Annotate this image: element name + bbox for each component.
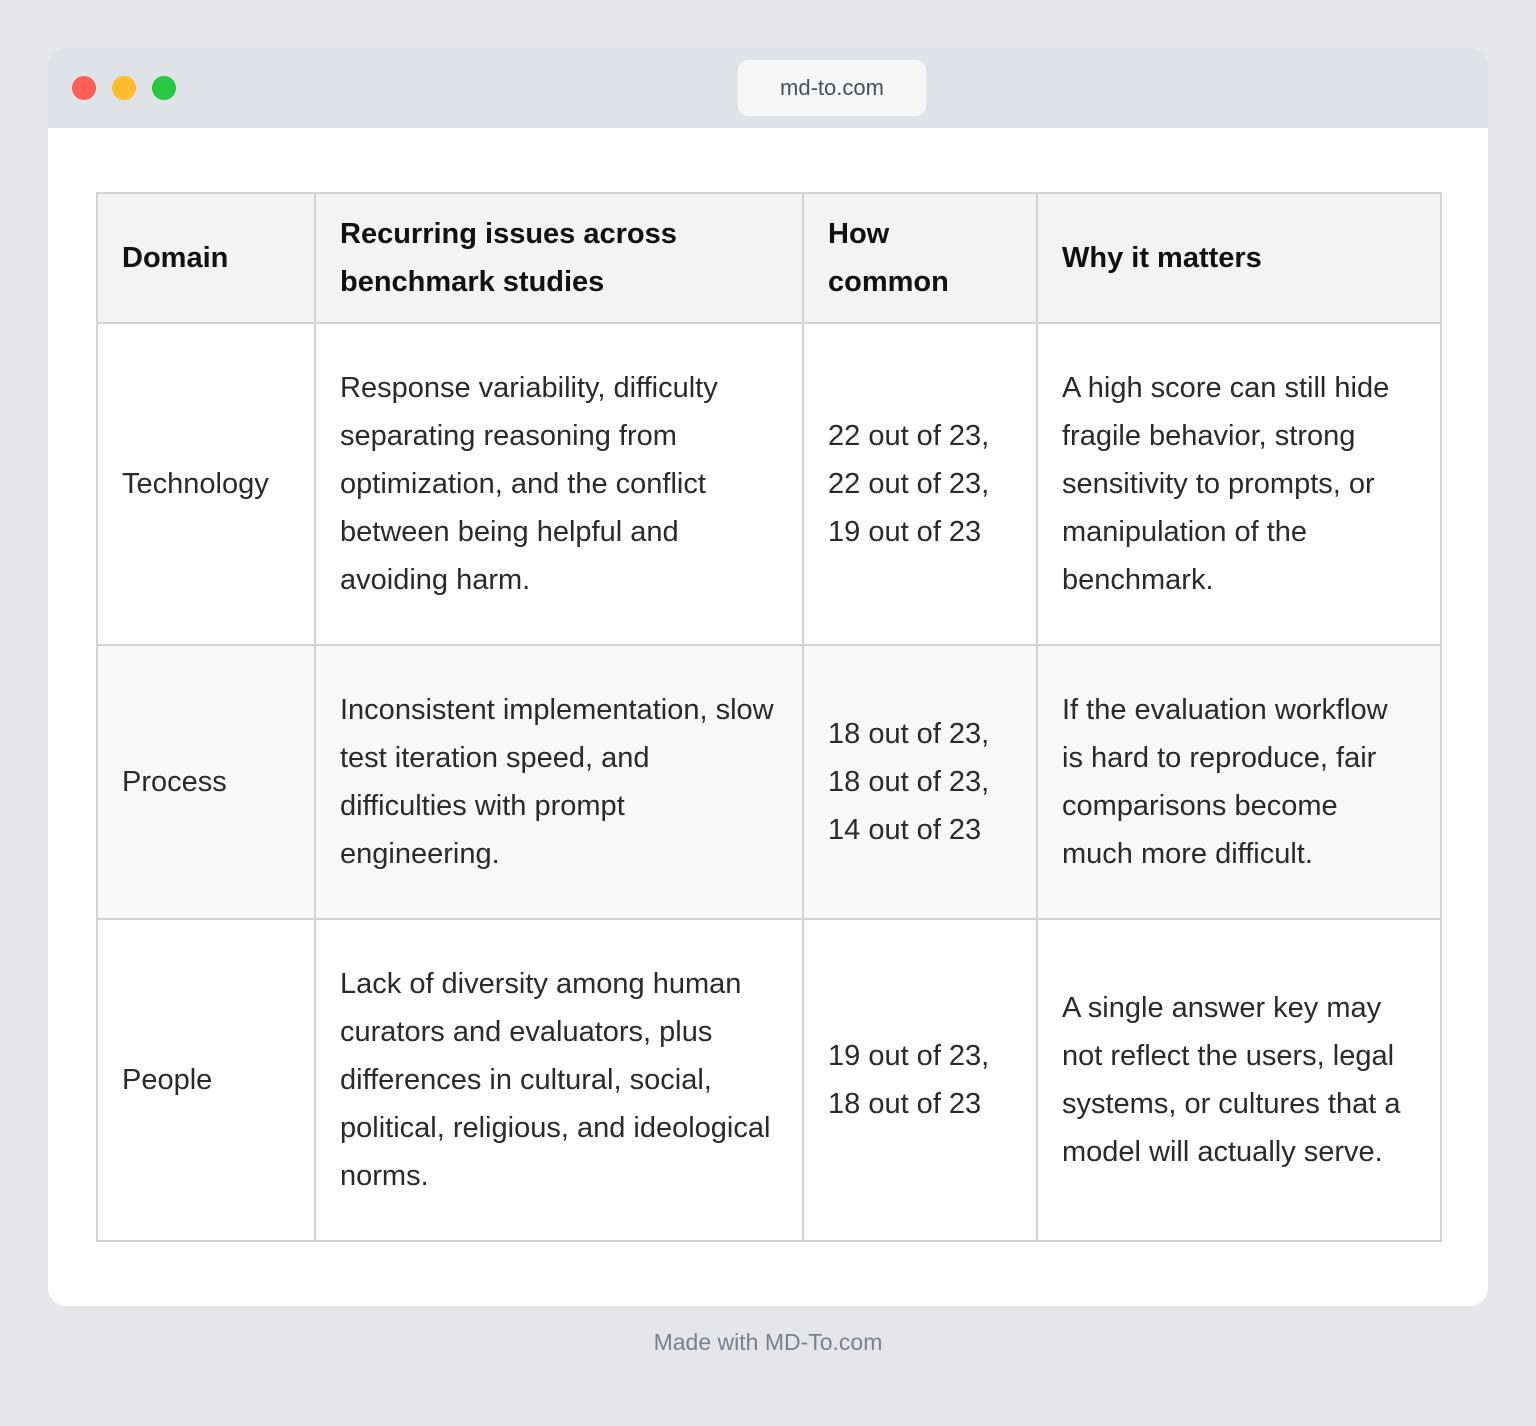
close-window-button[interactable] bbox=[72, 76, 96, 100]
cell-domain: People bbox=[97, 919, 315, 1241]
footer-credit: Made with MD-To.com bbox=[653, 1329, 883, 1355]
cell-issues: Lack of diversity among human curators and evaluators, plus differences in cultural, social, political, religious, and ideological norms. bbox=[315, 919, 803, 1241]
header-why-it-matters: Why it matters bbox=[1037, 193, 1441, 323]
table-header-row bbox=[97, 193, 1441, 323]
benchmark-issues-table bbox=[96, 192, 1442, 1242]
cell-why: A single answer key may not reflect the users, legal systems, or cultures that a model will actually serve. bbox=[1037, 919, 1441, 1241]
table-row bbox=[97, 323, 1441, 645]
minimize-window-button[interactable] bbox=[112, 76, 136, 100]
table-row bbox=[97, 645, 1441, 919]
cell-domain: Process bbox=[97, 645, 315, 919]
cell-why: A high score can still hide fragile behavior, strong sensitivity to prompts, or manipulation of the benchmark. bbox=[1037, 323, 1441, 645]
cell-domain: Technology bbox=[97, 323, 315, 645]
cell-frequency: 18 out of 23, 18 out of 23, 14 out of 23 bbox=[803, 645, 1037, 919]
address-bar[interactable]: md-to.com bbox=[738, 60, 926, 116]
table-row bbox=[97, 919, 1441, 1241]
browser-window bbox=[48, 48, 1488, 1306]
cell-frequency: 22 out of 23, 22 out of 23, 19 out of 23 bbox=[803, 323, 1037, 645]
maximize-window-button[interactable] bbox=[152, 76, 176, 100]
header-domain: Domain bbox=[97, 193, 315, 323]
title-bar bbox=[48, 48, 1488, 128]
cell-frequency: 19 out of 23, 18 out of 23 bbox=[803, 919, 1037, 1241]
cell-why: If the evaluation workflow is hard to reproduce, fair comparisons become much more difficult. bbox=[1037, 645, 1441, 919]
cell-issues: Response variability, difficulty separating reasoning from optimization, and the conflict between being helpful and avoiding harm. bbox=[315, 323, 803, 645]
cell-issues: Inconsistent implementation, slow test iteration speed, and difficulties with prompt engineering. bbox=[315, 645, 803, 919]
header-recurring-issues: Recurring issues across benchmark studies bbox=[315, 193, 803, 323]
header-how-common: How common bbox=[803, 193, 1037, 323]
